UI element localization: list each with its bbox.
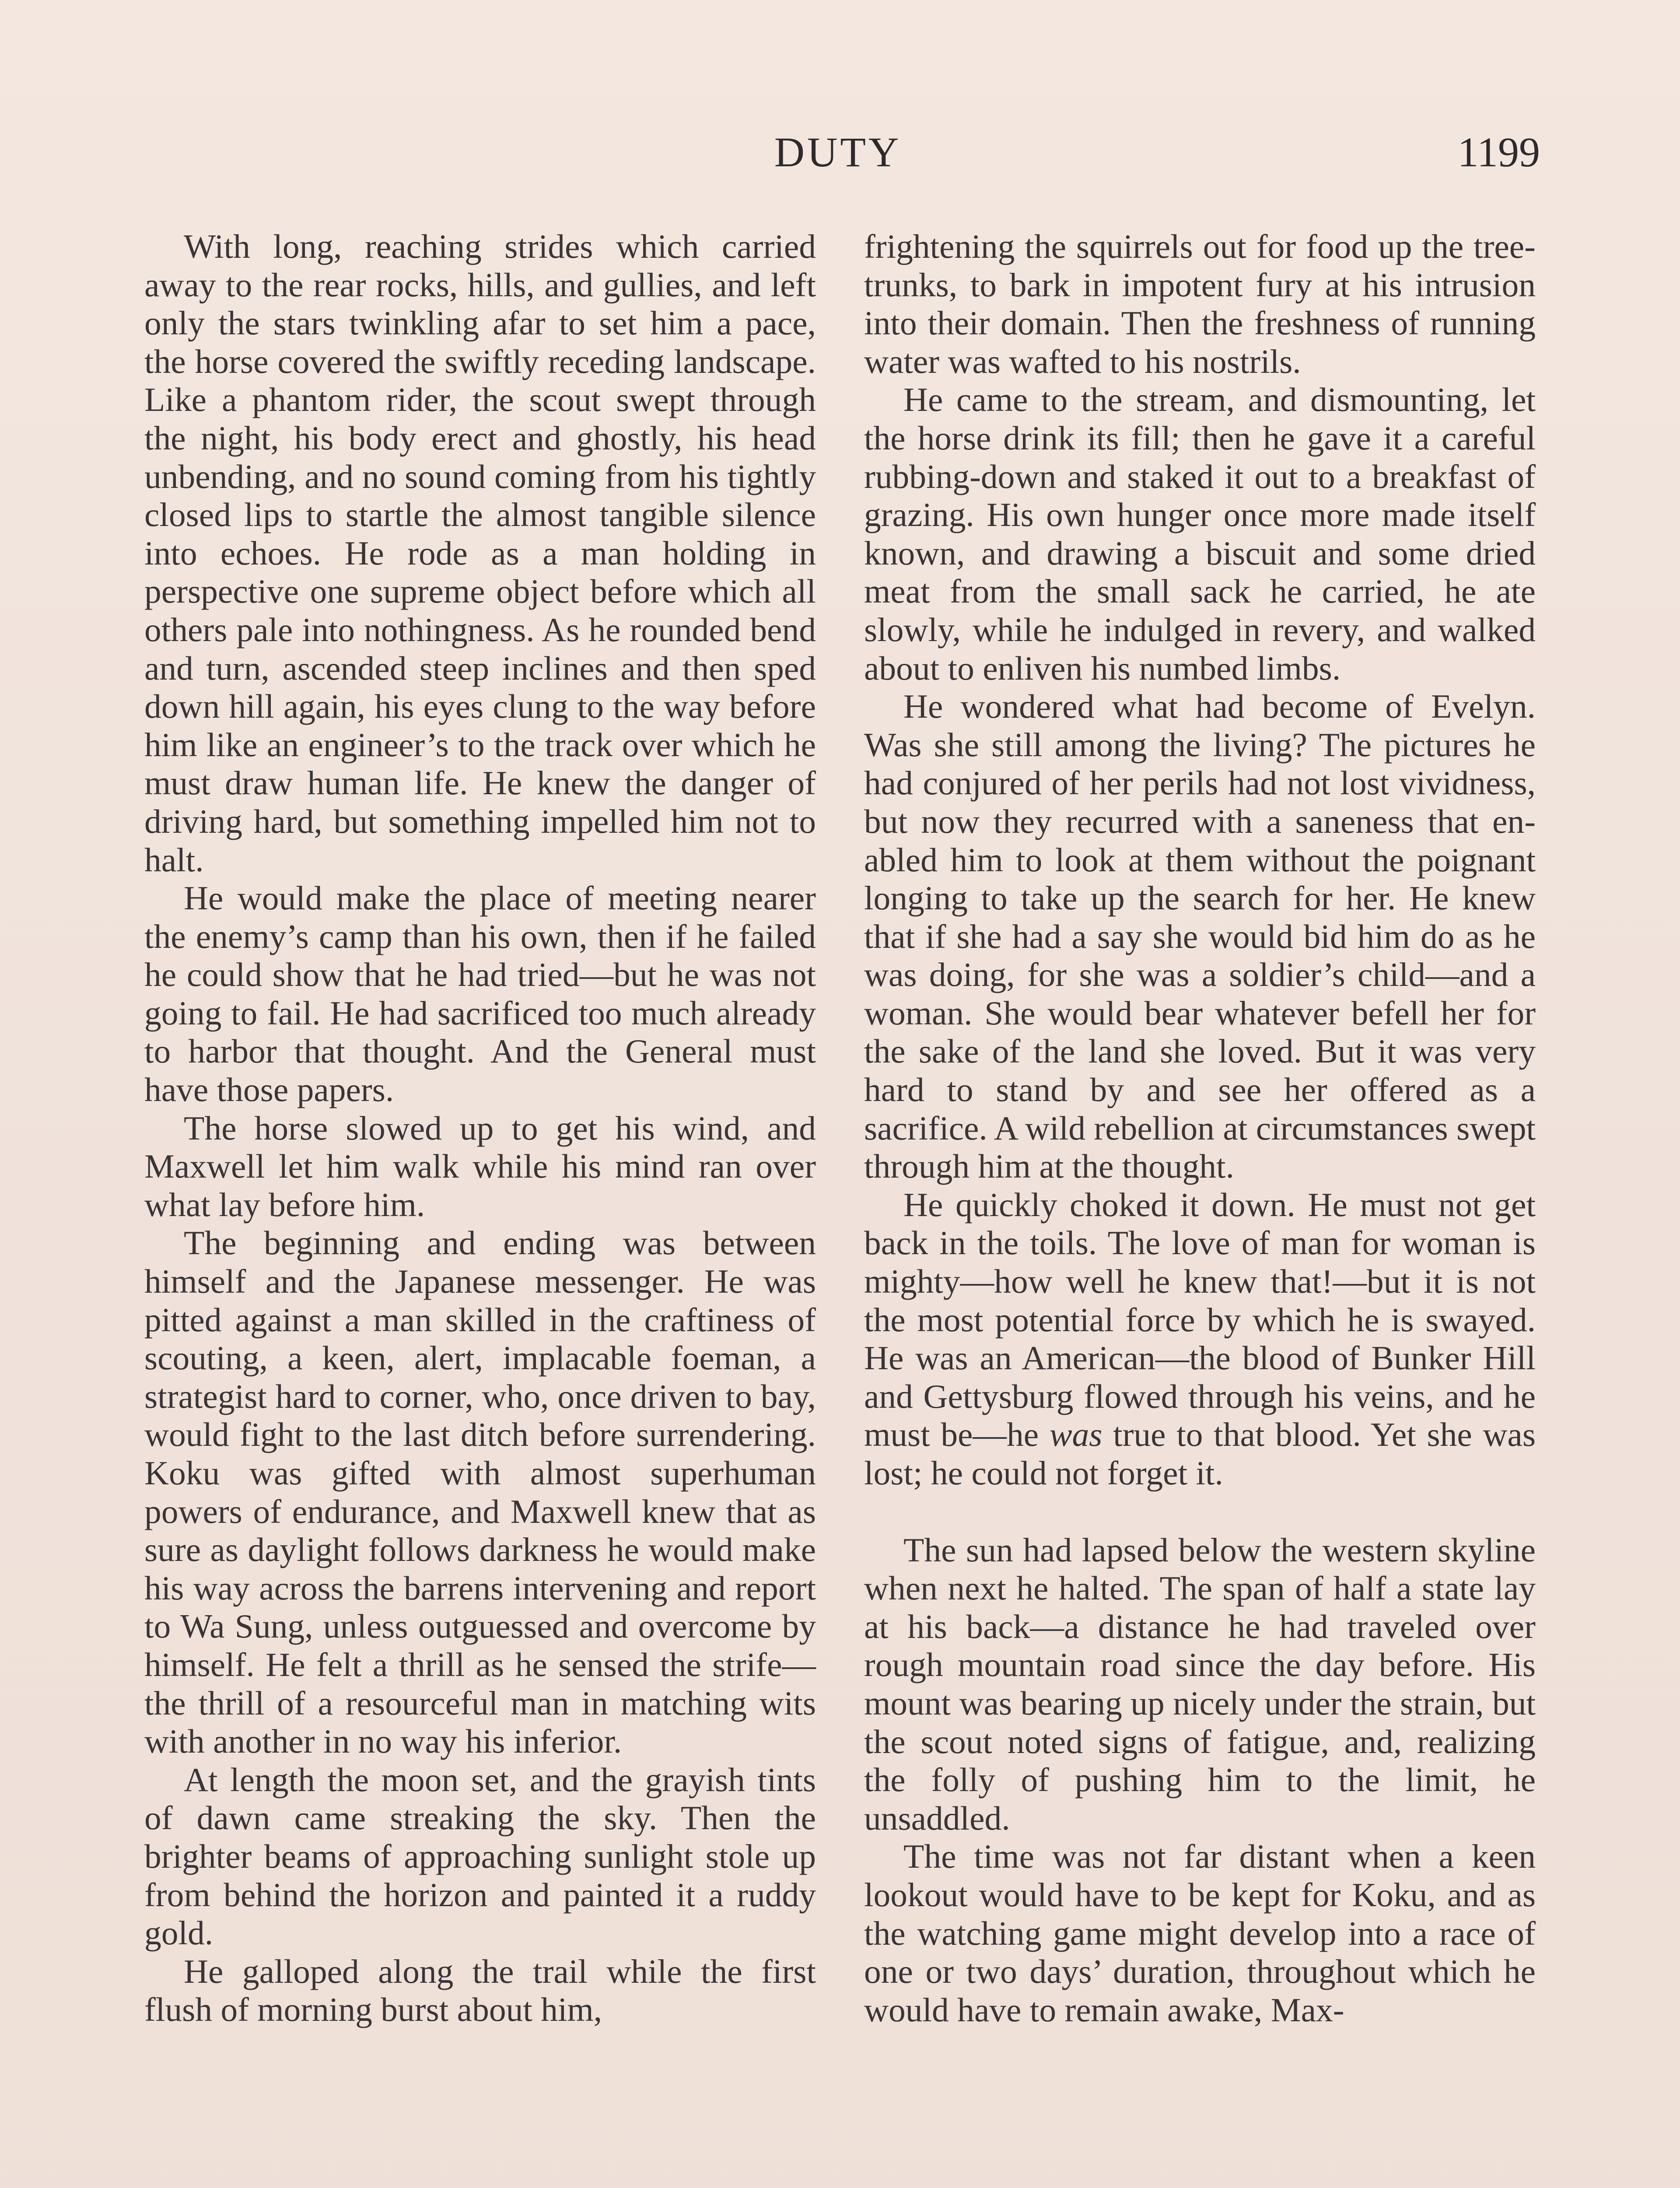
right-column (864, 228, 1536, 2029)
emphasis: was (1049, 1416, 1102, 1454)
paragraph: He would make the place of meeting nearer the enemy’s camp than his own, then if he failed he could show that he had tried—but he was not going to fail. He had sacrificed too much already to harbor that thought. And the General must have those papers. (144, 879, 816, 1109)
page-number: 1199 (1457, 129, 1540, 175)
paragraph: The sun had lapsed below the western skyline when next he halted. The span of half a state lay at his back—a distance he had traveled over rough mountain road since the day before. His mount was bearing up nicely under the strain, but the scout noted signs of fatigue, and, realizing the folly of pushing him to the limit, he unsaddled. (864, 1531, 1536, 1837)
paragraph: At length the moon set, and the grayish tints of dawn came streaking the sky. Then the brighter beams of approaching sunlight stole up from behind the horizon and painted it a ruddy gold. (144, 1760, 816, 1952)
paragraph: The time was not far distant when a keen lookout would have to be kept for Koku, and as the watching game might develop into a race of one or two days’ duration, throughout which he would have to remain awake, Max- (864, 1837, 1536, 2029)
paragraph: The horse slowed up to get his wind, and Maxwell let him walk while his mind ran over what lay before him. (144, 1109, 816, 1224)
paragraph-text: true to that blood. Yet she was lost; he could not forget it. (864, 1416, 1536, 1492)
paragraph: He came to the stream, and dismounting, let the horse drink its fill; then he gave it a careful rubbing-down and staked it out to a breakfast of grazing. His own hunger once more made itself known, and drawing a biscuit and some dried meat from the small sack he carried, he ate slowly, while he indulged in revery, and walked about to enliven his numbed limbs. (864, 381, 1536, 687)
paragraph-text: He quickly choked it down. He must not get back in the toils. The love of man for woman is mighty—how well he knew that!—but it is not the most potential force by which he is swayed. He was an American—the blood of Bunker Hill and Gettysburg flowed through his veins, and he must be—he (864, 1185, 1536, 1454)
paragraph-continuation: frightening the squirrels out for food up the tree-trunks, to bark in impotent fury at his intrusion into their domain. Then the freshness of running water was wafted to his nostrils. (864, 228, 1536, 380)
paragraph (864, 1186, 1536, 1493)
paragraph: With long, reaching strides which carried away to the rear rocks, hills, and gullies, and left only the stars twinkling afar to set him a pace, the horse covered the swiftly receding landscape. Like a phantom rider, the scout swept through the night, his body erect and ghostly, his head unbending, and no sound coming from his tightly closed lips to startle the almost tangible silence into echoes. He rode as a man holding in perspective one supreme object before which all others pale into nothingness. As he rounded bend and turn, ascended steep inclines and then sped down hill again, his eyes clung to the way before him like an engineer’s to the track over which he must draw human life. He knew the danger of driving hard, but something impelled him not to halt. (144, 228, 816, 879)
paragraph: The beginning and ending was between himself and the Japanese messenger. He was pitted against a man skilled in the craftiness of scouting, a keen, alert, implacable foeman, a strategist hard to corner, who, once driven to bay, would fight to the last ditch before surrendering. Koku was gifted with almost superhuman powers of endurance, and Maxwell knew that as sure as daylight follows darkness he would make his way across the barrens intervening and report to Wa Sung, unless outguessed and overcome by himself. He felt a thrill as he sensed the strife—the thrill of a resourceful man in matching wits with another in no way his inferior. (144, 1224, 816, 1760)
running-head-title: DUTY (774, 129, 902, 175)
paragraph: He wondered what had become of Evelyn. Was she still among the living? The pictures he had conjured of her perils had not lost vividness, but now they recurred with a saneness that enabled him to look at them without the poignant longing to take up the search for her. He knew that if she had a say she would bid him do as he was doing, for she was a soldier’s child—and a woman. She would bear whatever befell her for the sake of the land she loved. But it was very hard to stand by and see her offered as a sacrifice. A wild rebellion at circumstances swept through him at the thought. (864, 687, 1536, 1185)
paragraph: He galloped along the trail while the first flush of morning burst about him, (144, 1952, 816, 2029)
section-break (864, 1493, 1536, 1531)
left-column (144, 228, 816, 2029)
